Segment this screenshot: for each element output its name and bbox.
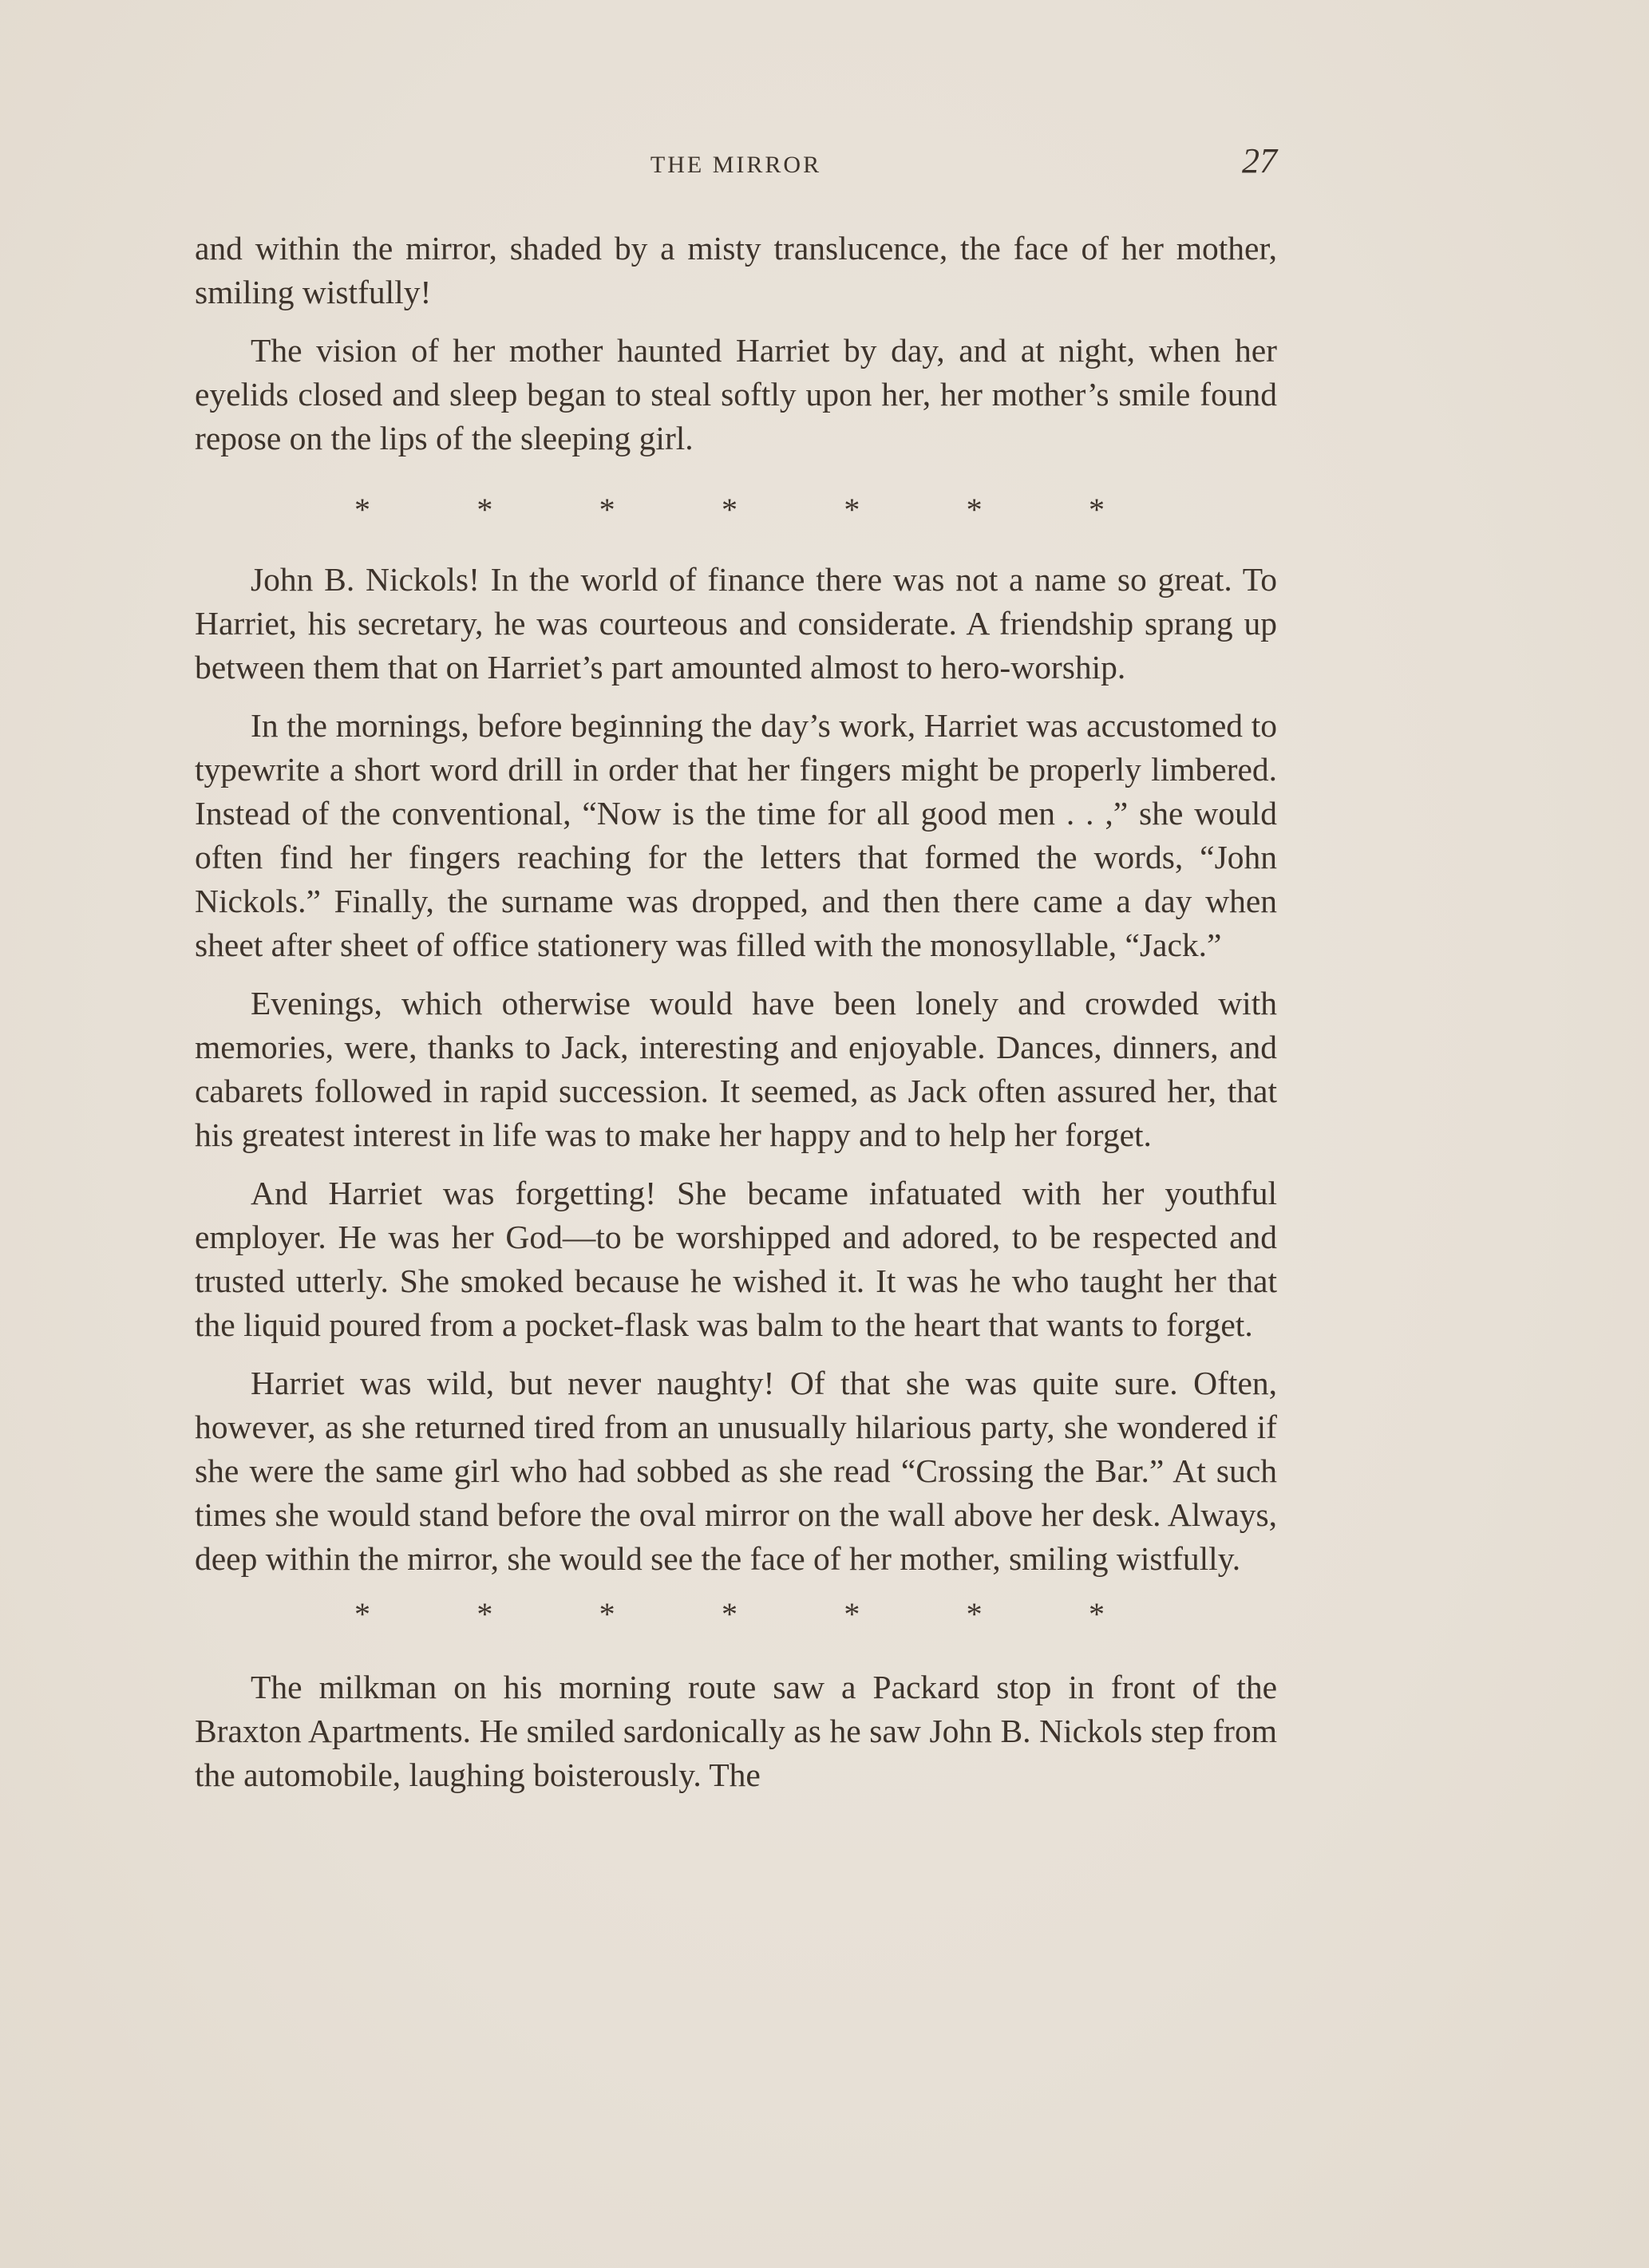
page-number: 27 bbox=[1242, 141, 1277, 180]
running-title: THE MIRROR bbox=[650, 152, 822, 178]
asterisk: * bbox=[1088, 1596, 1105, 1632]
asterisk: * bbox=[599, 492, 615, 527]
asterisk: * bbox=[966, 492, 983, 527]
paragraph-2: The vision of her mother haunted Harriet by day, and at night, when her eyelids closed and sleep began to steal softly upon her, her mother’s smile found repose on the lips of the sleeping girl. bbox=[195, 332, 1277, 456]
asterisk: * bbox=[599, 1596, 615, 1632]
paragraph-6: And Harriet was forgetting! She became infatuated with her youthful employer. He was her God—to be worshipped and adored, to be respected and trusted utterly. She smoked because he wished it. It was he who taught her that the liquid poured from a pocket-flask was balm to the heart that wants to forget. bbox=[195, 1175, 1277, 1343]
body-text bbox=[195, 227, 1277, 1797]
section-break-1 bbox=[195, 494, 1277, 526]
page-header bbox=[195, 140, 1277, 188]
asterisk: * bbox=[354, 492, 370, 527]
paragraph-3: John B. Nickols! In the world of finance there was not a name so great. To Harriet, his secretary, he was courteous and considerate. A friendship sprang up between them that on Harriet’s part amounted almost to hero-worship. bbox=[195, 561, 1277, 686]
paragraph-4: In the mornings, before beginning the day’s work, Harriet was accustomed to typewrite a short word drill in order that her fingers might be properly limbered. Instead of the conventional, “Now is the time for all good men . . ,” she would often find her fingers reaching for the letters that formed the words, “John Nickols.” Finally, the surname was dropped, and then there came a day when sheet after sheet of office stationery was filled with the monosyllable, “Jack.” bbox=[195, 707, 1277, 963]
paragraph-7: Harriet was wild, but never naughty! Of that she was quite sure. Often, however, as she returned tired from an unusually hilarious party, she wondered if she were the same girl who had sobbed as she read “Crossing the Bar.” At such times she would stand before the oval mirror on the wall above her desk. Always, deep within the mirror, she would see the face of her mother, smiling wistfully. bbox=[195, 1365, 1277, 1577]
asterisk: * bbox=[721, 492, 738, 527]
asterisk: * bbox=[477, 1596, 493, 1632]
paragraph-5: Evenings, which otherwise would have been lonely and crowded with memories, were, thanks to Jack, interesting and enjoyable. Dances, dinners, and cabarets followed in rapid succession. It seemed, as Jack often assured her, that his greatest interest in life was to make her happy and to help her forget. bbox=[195, 985, 1277, 1153]
asterisk: * bbox=[844, 492, 860, 527]
asterisk: * bbox=[354, 1596, 370, 1632]
asterisk: * bbox=[844, 1596, 860, 1632]
paragraph-8: The milkman on his morning route saw a Packard stop in front of the Braxton Apartments. He smiled sardonically as he saw John B. Nickols step from the automobile, laughing boisterously. The bbox=[195, 1669, 1277, 1793]
paragraph-1: and within the mirror, shaded by a misty translucence, the face of her mother, smiling wistfully! bbox=[195, 230, 1277, 310]
asterisk: * bbox=[477, 492, 493, 527]
asterisk: * bbox=[966, 1596, 983, 1632]
section-break-2 bbox=[195, 1598, 1277, 1630]
asterisk: * bbox=[721, 1596, 738, 1632]
asterisk: * bbox=[1088, 492, 1105, 527]
